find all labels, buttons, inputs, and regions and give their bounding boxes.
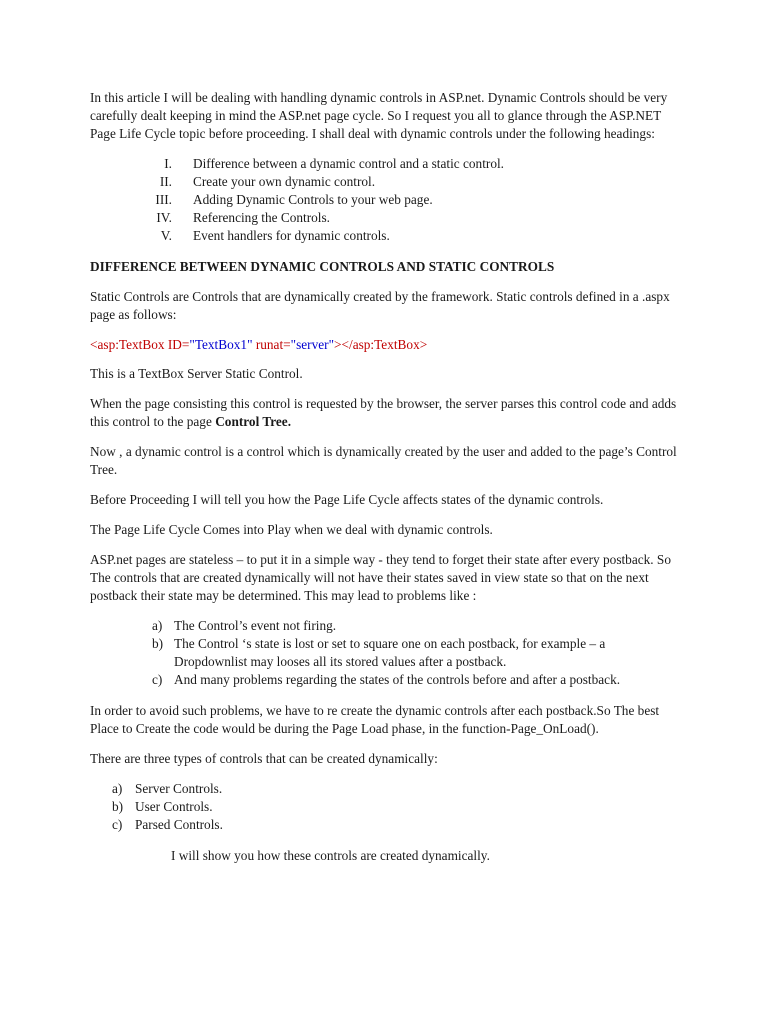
list-text: The Control’s event not firing. bbox=[174, 618, 337, 633]
list-item bbox=[90, 209, 680, 227]
list-text: Referencing the Controls. bbox=[193, 210, 330, 225]
control-tree-paragraph bbox=[90, 395, 680, 431]
list-number: a) bbox=[152, 618, 163, 633]
before-proceeding-paragraph: Before Proceeding I will tell you how the Page Life Cycle affects states of the dynamic controls. bbox=[90, 492, 604, 507]
problems-list bbox=[90, 617, 680, 689]
list-item bbox=[90, 155, 680, 173]
stateless-paragraph: ASP.net pages are stateless – to put it in a simple way - they tend to forget their state after every postback. So The controls that are created dynamically will not have their states saved in view state so that on the next postback their state may be determined. This may lead to problems like : bbox=[90, 552, 671, 603]
list-number: c) bbox=[112, 817, 123, 832]
list-number: V. bbox=[160, 228, 172, 243]
headings-list bbox=[90, 155, 680, 245]
list-text: Create your own dynamic control. bbox=[193, 174, 376, 189]
list-text: Event handlers for dynamic controls. bbox=[193, 228, 390, 243]
control-types-list bbox=[90, 780, 680, 834]
list-item bbox=[90, 617, 680, 635]
list-number: b) bbox=[152, 636, 164, 651]
list-number: a) bbox=[112, 781, 123, 796]
list-item bbox=[90, 798, 680, 816]
code-value-id: "TextBox1" bbox=[189, 337, 253, 352]
list-text: Parsed Controls. bbox=[135, 817, 223, 832]
list-text: And many problems regarding the states of the controls before and after a postback. bbox=[174, 672, 621, 687]
closing-paragraph: I will show you how these controls are created dynamically. bbox=[171, 848, 490, 863]
list-item bbox=[90, 816, 680, 834]
control-types-paragraph: There are three types of controls that can be created dynamically: bbox=[90, 751, 438, 766]
list-text: Server Controls. bbox=[135, 781, 223, 796]
document-page bbox=[90, 89, 680, 865]
list-text: The Control ‘s state is lost or set to square one on each postback, for example – a Dropdownlist may looses all its stored values after a postback. bbox=[174, 636, 606, 669]
avoid-problems-paragraph: In order to avoid such problems, we have to re create the dynamic controls after each postback.So The best Place to Create the code would be during the Page Load phase, in the function-Page_OnLoad(). bbox=[90, 703, 660, 736]
control-tree-text: When the page consisting this control is requested by the browser, the server parses this control code and adds this control to the page bbox=[90, 396, 677, 429]
list-number: b) bbox=[112, 799, 124, 814]
code-value-runat: "server" bbox=[290, 337, 334, 352]
list-text: User Controls. bbox=[135, 799, 213, 814]
list-text: Difference between a dynamic control and a static control. bbox=[193, 156, 504, 171]
list-item bbox=[90, 635, 680, 671]
list-item bbox=[90, 191, 680, 209]
control-tree-bold: Control Tree. bbox=[215, 414, 292, 429]
list-number: II. bbox=[159, 174, 172, 189]
list-text: Adding Dynamic Controls to your web page. bbox=[193, 192, 433, 207]
list-number: III. bbox=[155, 192, 172, 207]
list-item bbox=[90, 227, 680, 245]
intro-paragraph: In this article I will be dealing with handling dynamic controls in ASP.net. Dynamic Controls should be very carefully dealt keeping in mind the ASP.net page cycle. So I request you all to glance through the ASP.NET Page Life Cycle topic before proceeding. I shall deal with dynamic controls under the following headings: bbox=[90, 90, 668, 141]
list-item bbox=[90, 173, 680, 191]
list-item bbox=[90, 671, 680, 689]
static-controls-paragraph: Static Controls are Controls that are dynamically created by the framework. Static controls defined in a .aspx page as follows: bbox=[90, 289, 670, 322]
code-attr-runat: runat= bbox=[252, 337, 291, 352]
code-attr-id: ID= bbox=[164, 337, 190, 352]
textbox-paragraph: This is a TextBox Server Static Control. bbox=[90, 366, 303, 381]
life-cycle-paragraph: The Page Life Cycle Comes into Play when we deal with dynamic controls. bbox=[90, 522, 493, 537]
section-heading: DIFFERENCE BETWEEN DYNAMIC CONTROLS AND STATIC CONTROLS bbox=[90, 259, 555, 274]
list-number: c) bbox=[152, 672, 163, 687]
code-sample bbox=[90, 336, 680, 354]
code-close-tag: ></asp:TextBox> bbox=[334, 337, 428, 352]
list-number: IV. bbox=[156, 210, 172, 225]
dynamic-control-paragraph: Now , a dynamic control is a control which is dynamically created by the user and added to the page’s Control Tree. bbox=[90, 444, 677, 477]
code-open-tag: <asp:TextBox bbox=[90, 337, 165, 352]
list-item bbox=[90, 780, 680, 798]
list-number: I. bbox=[164, 156, 172, 171]
